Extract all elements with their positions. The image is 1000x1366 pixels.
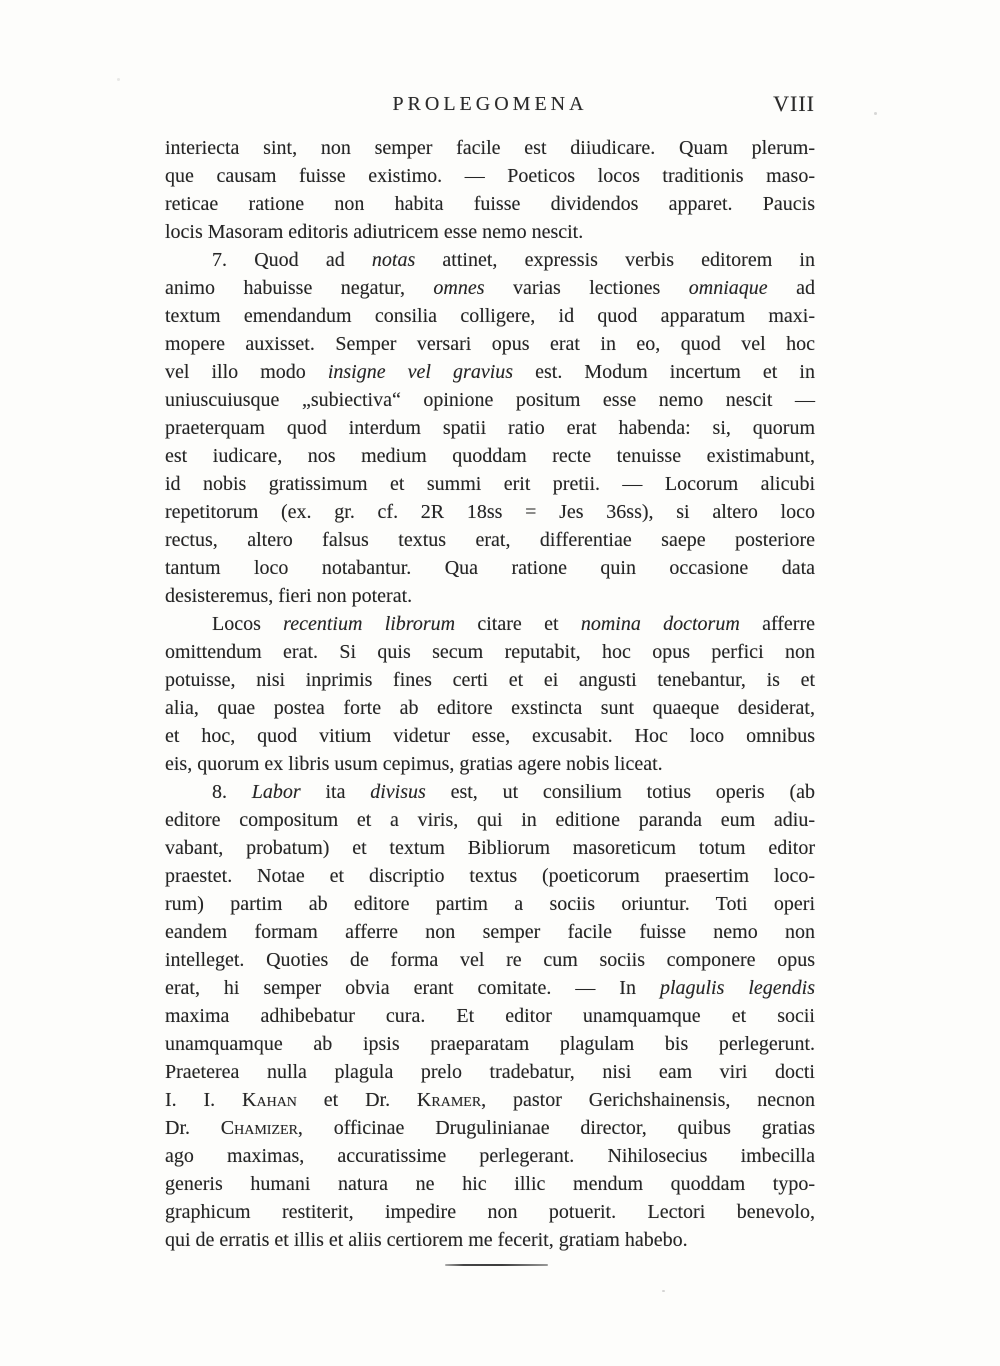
italic-run: omniaque — [688, 277, 768, 299]
text-run: 7. Quod ad — [212, 249, 372, 271]
text-run: editore compositum et a viris, qui in editione paranda eum adiu- — [165, 809, 815, 831]
text-run: Locos — [212, 613, 284, 635]
text-line — [165, 414, 815, 442]
text-run: qui de erratis et illis et aliis certiorem me fecerit, gratiam habebo. — [165, 1229, 688, 1251]
text-line — [165, 722, 815, 750]
text-line — [165, 890, 815, 918]
text-line — [165, 218, 815, 246]
text-line — [165, 302, 815, 330]
text-run: et Dr. — [296, 1089, 417, 1111]
text-run: textum emendandum consilia colligere, id quod apparatum maxi- — [165, 305, 815, 327]
text-line — [165, 386, 815, 414]
italic-run: divisus — [370, 781, 426, 803]
text-line — [165, 134, 815, 162]
text-line — [165, 1058, 815, 1086]
text-run: tantum loco notabantur. Qua ratione quin occasione data — [165, 557, 815, 579]
text-run: vel illo modo — [165, 361, 328, 383]
text-run: desisteremus, fieri non poterat. — [165, 585, 413, 607]
text-line — [165, 778, 815, 806]
text-line — [165, 442, 815, 470]
text-run: repetitorum (ex. gr. cf. 2R 18ss = Jes 36ss), si altero loco — [165, 501, 815, 523]
text-run: attinet, expressis verbis editorem in — [415, 249, 815, 271]
text-run: reticae ratione non habita fuisse dividendos apparet. Paucis — [165, 193, 815, 215]
text-line — [165, 526, 815, 554]
text-line — [165, 190, 815, 218]
text-line — [165, 610, 815, 638]
text-line — [165, 750, 815, 778]
italic-run: omnes — [433, 277, 485, 299]
italic-run: Labor — [251, 781, 301, 803]
text-run: unamquamque ab ipsis praeparatam plagulam bis perlegerunt. — [165, 1033, 815, 1055]
text-run: et hoc, quod vitium videtur esse, excusabit. Hoc loco omnibus — [165, 725, 815, 747]
italic-run: recentium librorum — [283, 613, 456, 635]
text-run: 8. — [212, 781, 252, 803]
text-line — [165, 1198, 815, 1226]
text-line — [165, 1142, 815, 1170]
text-run: ago maximas, accuratissime perlegerant. Nihilosecius imbecilla — [165, 1145, 815, 1167]
text-run: praeterquam quod interdum spatii ratio erat habenda: si, quorum — [165, 417, 815, 439]
text-line — [165, 1002, 815, 1030]
smallcaps-run: Kahan — [242, 1089, 297, 1111]
text-run: erat, hi semper obvia erant comitate. — In — [165, 977, 660, 999]
text-line — [165, 666, 815, 694]
text-line — [165, 834, 815, 862]
smallcaps-run: Kramer — [416, 1089, 482, 1111]
text-run: eis, quorum ex libris usum cepimus, gratias agere nobis liceat. — [165, 753, 663, 775]
italic-run: plagulis legendis — [659, 977, 816, 999]
text-line — [165, 1170, 815, 1198]
scan-speck — [117, 78, 120, 81]
text-run: vabant, probatum) et textum Bibliorum masoreticum totum editor — [165, 837, 815, 859]
scan-speck — [662, 1290, 665, 1292]
text-run: intelleget. Quoties de forma vel re cum sociis componere opus — [165, 949, 815, 971]
text-line — [165, 974, 815, 1002]
page-title: PROLEGOMENA — [392, 93, 588, 115]
text-line — [165, 246, 815, 274]
text-run: est iudicare, nos medium quoddam recte tenuisse existimabunt, — [165, 445, 815, 467]
text-run: ita — [300, 781, 371, 803]
text-run: omittendum erat. Si quis secum reputabit, hoc opus perfici non — [165, 641, 815, 663]
text-line — [165, 806, 815, 834]
text-line — [165, 1114, 815, 1142]
italic-run: nomina doctorum — [580, 613, 740, 635]
text-run: potuisse, nisi inprimis fines certi et ei angusti tenebantur, is et — [165, 669, 815, 691]
footer-rule — [445, 1264, 548, 1266]
text-run: locis Masoram editoris adiutricem esse nemo nescit. — [165, 221, 584, 243]
page-number: VIII — [773, 91, 815, 116]
text-run: , officinae Drugulinianae director, quibus gratias — [297, 1117, 815, 1139]
text-line — [165, 358, 815, 386]
running-head — [165, 93, 815, 121]
text-run: maxima adhibebatur cura. Et editor unamquamque et socii — [165, 1005, 815, 1027]
text-line — [165, 694, 815, 722]
text-line — [165, 554, 815, 582]
text-line — [165, 946, 815, 974]
text-line — [165, 330, 815, 358]
text-run: generis humani natura ne hic illic mendum quoddam typo- — [165, 1173, 815, 1195]
text-run: alia, quae postea forte ab editore exstincta sunt quaeque desiderat, — [165, 697, 815, 719]
text-run: afferre — [739, 613, 815, 635]
text-line — [165, 498, 815, 526]
text-line — [165, 274, 815, 302]
smallcaps-run: Chamizer — [220, 1117, 298, 1139]
text-run: est. Modum incertum et in — [513, 361, 815, 383]
text-run: eandem formam afferre non semper facile fuisse nemo non — [165, 921, 815, 943]
text-run: ad — [767, 277, 815, 299]
text-line — [165, 862, 815, 890]
text-line — [165, 582, 815, 610]
text-line — [165, 162, 815, 190]
text-run: graphicum restiterit, impedire non potuerit. Lectori benevolo, — [165, 1201, 815, 1223]
body-text — [165, 134, 815, 1254]
text-run: rum) partim ab editore partim a sociis oriuntur. Toti operi — [165, 893, 815, 915]
text-run: interiecta sint, non semper facile est diiudicare. Quam plerum- — [165, 137, 815, 159]
text-run: est, ut consilium totius operis (ab — [425, 781, 815, 803]
text-run: Praeterea nulla plagula prelo tradebatur, nisi eam viri docti — [165, 1061, 815, 1083]
text-run: uniuscuiusque „subiectiva“ opinione positum esse nemo nescit — — [165, 389, 815, 411]
italic-run: insigne vel gravius — [327, 361, 514, 383]
text-run: animo habuisse negatur, — [165, 277, 434, 299]
text-run: rectus, altero falsus textus erat, differentiae saepe posteriore — [165, 529, 815, 551]
text-line — [165, 638, 815, 666]
text-line — [165, 1030, 815, 1058]
text-run: mopere auxisset. Semper versari opus erat in eo, quod vel hoc — [165, 333, 815, 355]
text-run: que causam fuisse existimo. — Poeticos locos traditionis maso- — [165, 165, 815, 187]
text-run: praestet. Notae et discriptio textus (poeticorum praesertim loco- — [165, 865, 815, 887]
text-line — [165, 1086, 815, 1114]
text-run: varias lectiones — [484, 277, 689, 299]
text-line — [165, 1226, 815, 1254]
text-run: id nobis gratissimum et summi erit pretii. — Locorum alicubi — [165, 473, 815, 495]
text-run: , pastor Gerichshainensis, necnon — [481, 1089, 815, 1111]
text-run: citare et — [455, 613, 581, 635]
text-line — [165, 918, 815, 946]
text-line — [165, 470, 815, 498]
text-run: Dr. — [165, 1117, 221, 1139]
italic-run: notas — [371, 249, 416, 271]
scan-speck — [874, 112, 877, 115]
text-run: I. I. — [165, 1089, 243, 1111]
